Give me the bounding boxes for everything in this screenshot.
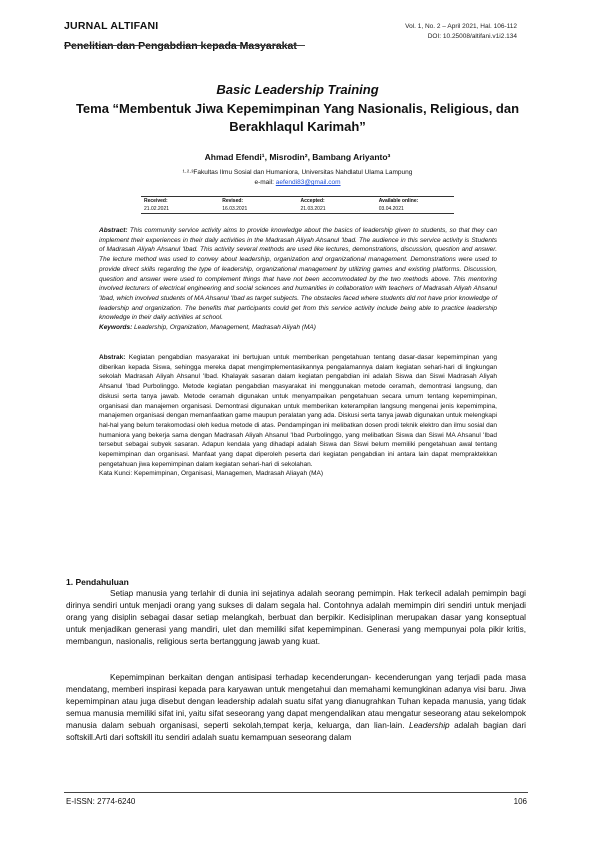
received-label: Received: [144, 198, 168, 204]
affiliation-block [0, 168, 595, 188]
email-label: e-mail: [254, 179, 276, 186]
online-label: Available online: [378, 198, 419, 204]
page-number: 106 [513, 797, 527, 806]
abstract-label: Abstract: [99, 227, 128, 234]
email-link[interactable]: aefendi83@gmail.com [275, 179, 341, 186]
issn: E-ISSN: 2774-6240 [66, 797, 136, 806]
paragraph-2-italic: Leadership [409, 721, 450, 730]
journal-subtitle: Penelitian dan Pengabdian kepada Masyarakat [64, 40, 297, 52]
section-heading: 1. Pendahuluan [66, 577, 129, 587]
keywords-text: Leadership, Organization, Management, Madrasah Aliyah (MA) [132, 324, 316, 332]
paragraph-2-text-b: adalah bagian dari softskill.Arti dari softskill itu sendiri adalah suatu kemampuan seseorang dalam [66, 721, 527, 742]
paragraph-2-text-a: Kepemimpinan berkaitan dengan antisipasi terhadap kecenderungan- kecenderungan yang terjadi pada masa mendatang, memberi inspirasi kepada para karyawan untuk mengetahui dan memahami kemungkinan adanya visi baru. Jiwa kepemimpinan atau juga disebut dengan leadership adalah suatu sifat yang dianugrahkan Tuhan kepada manusia, yang tidak semua manusia memiliki sifat ini, yaitu sifat seseorang yang dapat mengendalikan atau mengatur seseorang atau sekelompok manusia dalam sebuah organisasi, seperti sekolah,tempat kerja, keluarga, dan lian-lain. [66, 673, 526, 730]
online-date: 03.04.2021 [378, 206, 404, 212]
paragraph-1-text: Setiap manusia yang terlahir di dunia ini sejatinya adalah seorang pemimpin. Hak terkecil adalah pemimpin bagi dirinya sendiri untuk menjadi orang yang sukses di dalam segala hal. Contohnya adalah memimpin diri sendiri untuk menjadi orang yang disiplin sebagai dasar setiap melangkah, berbuat dan berpikir. Kedisiplinan merupakan dasar yang konseptual untuk menjadikan generasi yang mandiri, ulet dan memiliki sifat kepemimpinan. Generasi yang mempunyai pola pikir kritis, membangun, nasionalis, religious serta bertanggung jawab yang kuat. [66, 589, 526, 646]
email-line [0, 178, 595, 188]
received-date: 21.02.2021 [144, 206, 170, 212]
abstrak-text: Kegiatan pengabdian masyarakat ini bertujuan untuk memberikan pengetahuan tentang dasar-dasar kepemimpinan yang diberikan kepada Siswa, sehingga mereka dapat mengimplementasikannya pengalamannya dalam kegiatan sehari-hari di lingkungan sekolah Madrasah Aliyah Ahsanul 'Ibad. Khalayak sasaran dalam kegiatan pengabdian ini adalah Siswa dan Siswi Madrasah Aliyah Ahsanul 'Ibad Purbolinggo. Metode kegiatan pengabdian masyarakat ini menggunakan metode ceramah, demontrasi langsung, dan diskusi serta tanya jawab. Metode ceramah digunakan untuk menyampaikan pengetahuan secara umum tentang kepemimpinan, organisasi dan manajemen organisasi. Demontrasi digunakan untuk memberikan keterampilan langsung mengenai jenis kepemimpina, manajemen organisasi dengan memanfaatkan game maupun peralatan yang ada. Diskusi serta tanya jawab digunakan untuk melengkapi hal-hal yang belum terakomodasi oleh kedua metode di atas. Pendampingan ini melibatkan dosen prodi teknik elektro dan ilmu sosial dan humaniora yang bekerja sama dengan Madrasah Aliyah Ahsanul 'Ibad Purbolinggo, yang melibatkan Siswa dan Siswi MA Ahsanul 'Ibad tersebut sebagai subyek sasaran. Adapun kendala yang dihadapi adalah Siswa dan Siswi belum memiliki pengetahuan awal tentang kepemimpinan dan organisasi. Manfaat yang dapat diperoleh peserta dari kegiatan pengabdian ini antara lain dapat mempraktekkan pengetahuan jiwa kepemimpinan dalam kegiatan sehari-hari di sekolahan. [99, 354, 497, 468]
abstract-english [99, 226, 497, 333]
abstract-indonesian [99, 353, 497, 479]
accepted-label: Accepted: [300, 198, 325, 204]
keywords-label: Keywords: [99, 324, 133, 332]
paragraph-1 [66, 588, 526, 648]
doi-info: DOI: 10.25008/altifani.v1i2.134 [427, 33, 517, 40]
history-bottom-rule [141, 213, 454, 214]
affiliation: ¹·²·³Fakultas Ilmu Sosial dan Humaniora, Universitas Nahdlatul Ulama Lampung [182, 169, 413, 176]
paragraph-2 [66, 672, 526, 744]
revised-date: 16.03.2021 [222, 206, 248, 212]
journal-header [64, 20, 364, 52]
author-list: Ahmad Efendi¹, Misrodin², Bambang Ariyanto³ [204, 152, 391, 162]
footer-divider [64, 792, 528, 793]
revised-label: Revised: [222, 198, 244, 204]
volume-info: Vol. 1, No. 2 – April 2021, Hal. 106-112 [405, 23, 517, 30]
article-history [141, 196, 454, 214]
header-divider [64, 45, 305, 46]
accepted-date: 21.03.2021 [300, 206, 326, 212]
kata-kunci: Kata Kunci: Kepemimpinan, Organisasi, Managemen, Madrasah Aliayah (MA) [99, 470, 323, 478]
paper-title-main: Basic Leadership Training [216, 82, 379, 97]
abstrak-label: Abstrak: [99, 354, 126, 361]
journal-name: JURNAL ALTIFANI [64, 20, 159, 32]
paper-title-theme: Tema “Membentuk Jiwa Kepemimpinan Yang Nasionalis, Religious, dan Berakhlaqul Karimah” [75, 101, 520, 134]
issue-info [405, 22, 517, 42]
abstract-text: This community service activity aims to provide knowledge about the basics of leadership given to students, so that they can implement their experiences in their daily activities in the Madrasah Aliyah Ahsanul 'Ibad. The audience in this service activity is Students of Madrasah Aliyah Ahsanul 'Ibad. This activity several methods are used like lectures, demonstrations, discussion, question and answer. The lecture method was used to convey about leadership, organization and organizational management. Demonstrations were used to provide direct skills regarding the type of leadership, organizational management by utilizing games and existing platforms. Discussion, question and answer were used to complement things that have not been accommodated by the two methods above. This mentoring involved lecturers of electrical engineering and social sciences and humanities in collaboration with teachers of Madrasah Aliyah Ahsanul 'Ibad, which involved students of MA Ahsanul 'Ibad as target subjects. The obstacles faced where students did not have prior knowledge of leadership and organization. The benefits that participants could get from this service activity include being able to practice leadership knowledge in their daily activities at school. [99, 227, 498, 322]
